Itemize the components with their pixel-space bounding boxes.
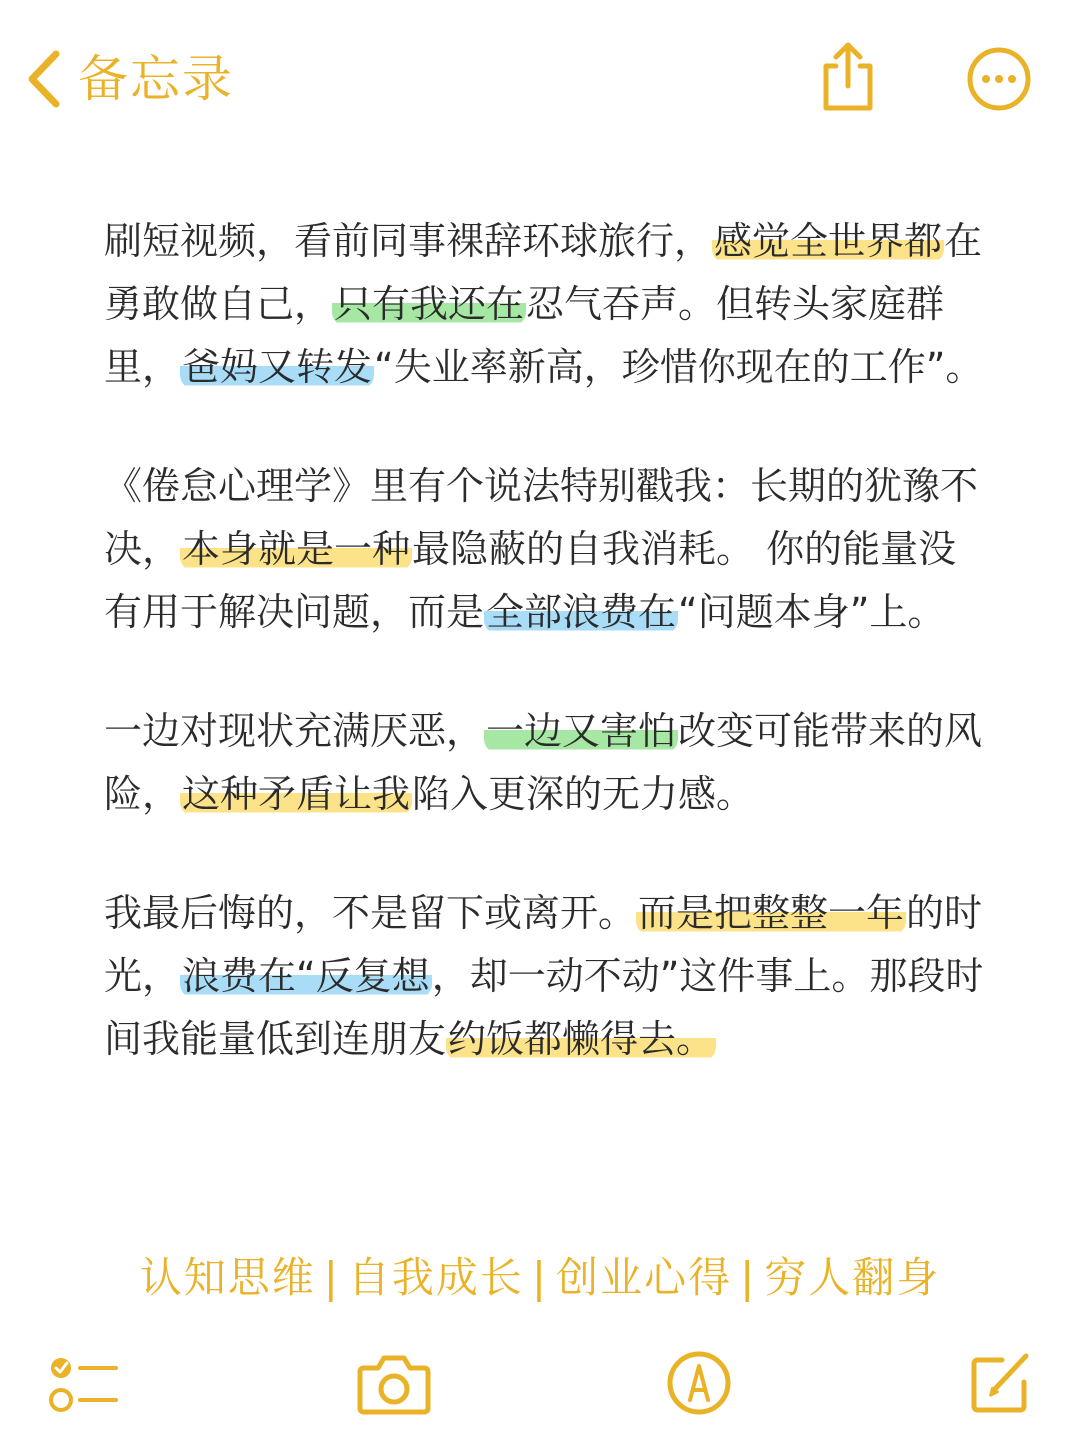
- note-text: 改变可能带来的风险，: [104, 709, 983, 816]
- note-text: 陷入更深的无力感。: [412, 772, 755, 816]
- highlighted-text: 约饭都懒得去。: [448, 1017, 715, 1061]
- highlighted-text: 这种矛盾让我: [182, 772, 411, 816]
- back-button[interactable]: [22, 44, 234, 114]
- chevron-left-icon: [22, 48, 66, 110]
- camera-icon: [356, 1352, 432, 1416]
- note-text: 最隐蔽的自我消耗。 你的能量没有用于解决问题，而是: [104, 527, 957, 634]
- checklist-button[interactable]: [48, 1354, 120, 1416]
- highlighted-text: 而是把整整一年: [638, 891, 905, 935]
- camera-button[interactable]: [356, 1352, 432, 1416]
- note-paragraph: [104, 882, 984, 1071]
- note-text: 的时光，: [104, 891, 983, 998]
- compose-icon: [968, 1348, 1034, 1416]
- share-icon: [816, 40, 880, 112]
- tag-item: 认知思维: [139, 1253, 316, 1302]
- compose-button[interactable]: [968, 1348, 1034, 1416]
- bottom-toolbar: [0, 1340, 1080, 1440]
- checklist-icon: [48, 1354, 120, 1416]
- note-text: 《倦怠心理学》里有个说法特别戳我：长期的犹豫不决，: [104, 464, 979, 571]
- highlighted-text: 一边又害怕: [486, 709, 677, 753]
- tag-separator: |: [531, 1253, 549, 1302]
- tag-separator: |: [740, 1253, 757, 1302]
- back-button-label: 备忘录: [78, 50, 234, 108]
- share-button[interactable]: [816, 40, 880, 112]
- highlighted-text: 感觉全世界都: [714, 219, 943, 263]
- note-paragraph: [104, 210, 984, 399]
- more-button[interactable]: [966, 46, 1032, 112]
- tag-item: 创业心得: [556, 1253, 733, 1302]
- note-text: ，却一动不动”这件事上。那段时间我能量低到连朋友: [104, 954, 984, 1061]
- note-text: 我最后悔的，不是留下或离开。: [104, 891, 637, 935]
- highlighted-text: 只有我还在: [334, 282, 525, 326]
- tag-item: 穷人翻身: [764, 1253, 941, 1302]
- tag-item: 自我成长: [347, 1253, 524, 1302]
- navigation-bar: [0, 0, 1080, 160]
- note-text: 一边对现状充满厌恶，: [104, 709, 485, 753]
- note-body[interactable]: [104, 210, 984, 1127]
- note-text: “问题本身”上。: [678, 590, 946, 634]
- tag-separator: |: [323, 1253, 340, 1302]
- highlighted-text: 浪费在“反复想: [182, 954, 430, 998]
- note-text: 刷短视频，看前同事裸辞环球旅行，: [104, 219, 713, 263]
- note-paragraph: [104, 700, 984, 826]
- tag-line: [0, 1248, 1080, 1308]
- ellipsis-circle-icon: [966, 46, 1032, 112]
- note-paragraph: [104, 455, 984, 644]
- highlighted-text: 爸妈又转发: [182, 345, 373, 389]
- markup-button[interactable]: [666, 1350, 732, 1416]
- markup-pen-icon: [666, 1350, 732, 1416]
- highlighted-text: 全部浪费在: [486, 590, 677, 634]
- highlighted-text: 本身就是一种: [182, 527, 411, 571]
- note-text: 在勇敢做自己，: [104, 219, 983, 326]
- note-text: 忍气吞声。但转头家庭群里，: [104, 282, 945, 389]
- note-text: “失业率新高，珍惜你现在的工作”。: [374, 345, 984, 389]
